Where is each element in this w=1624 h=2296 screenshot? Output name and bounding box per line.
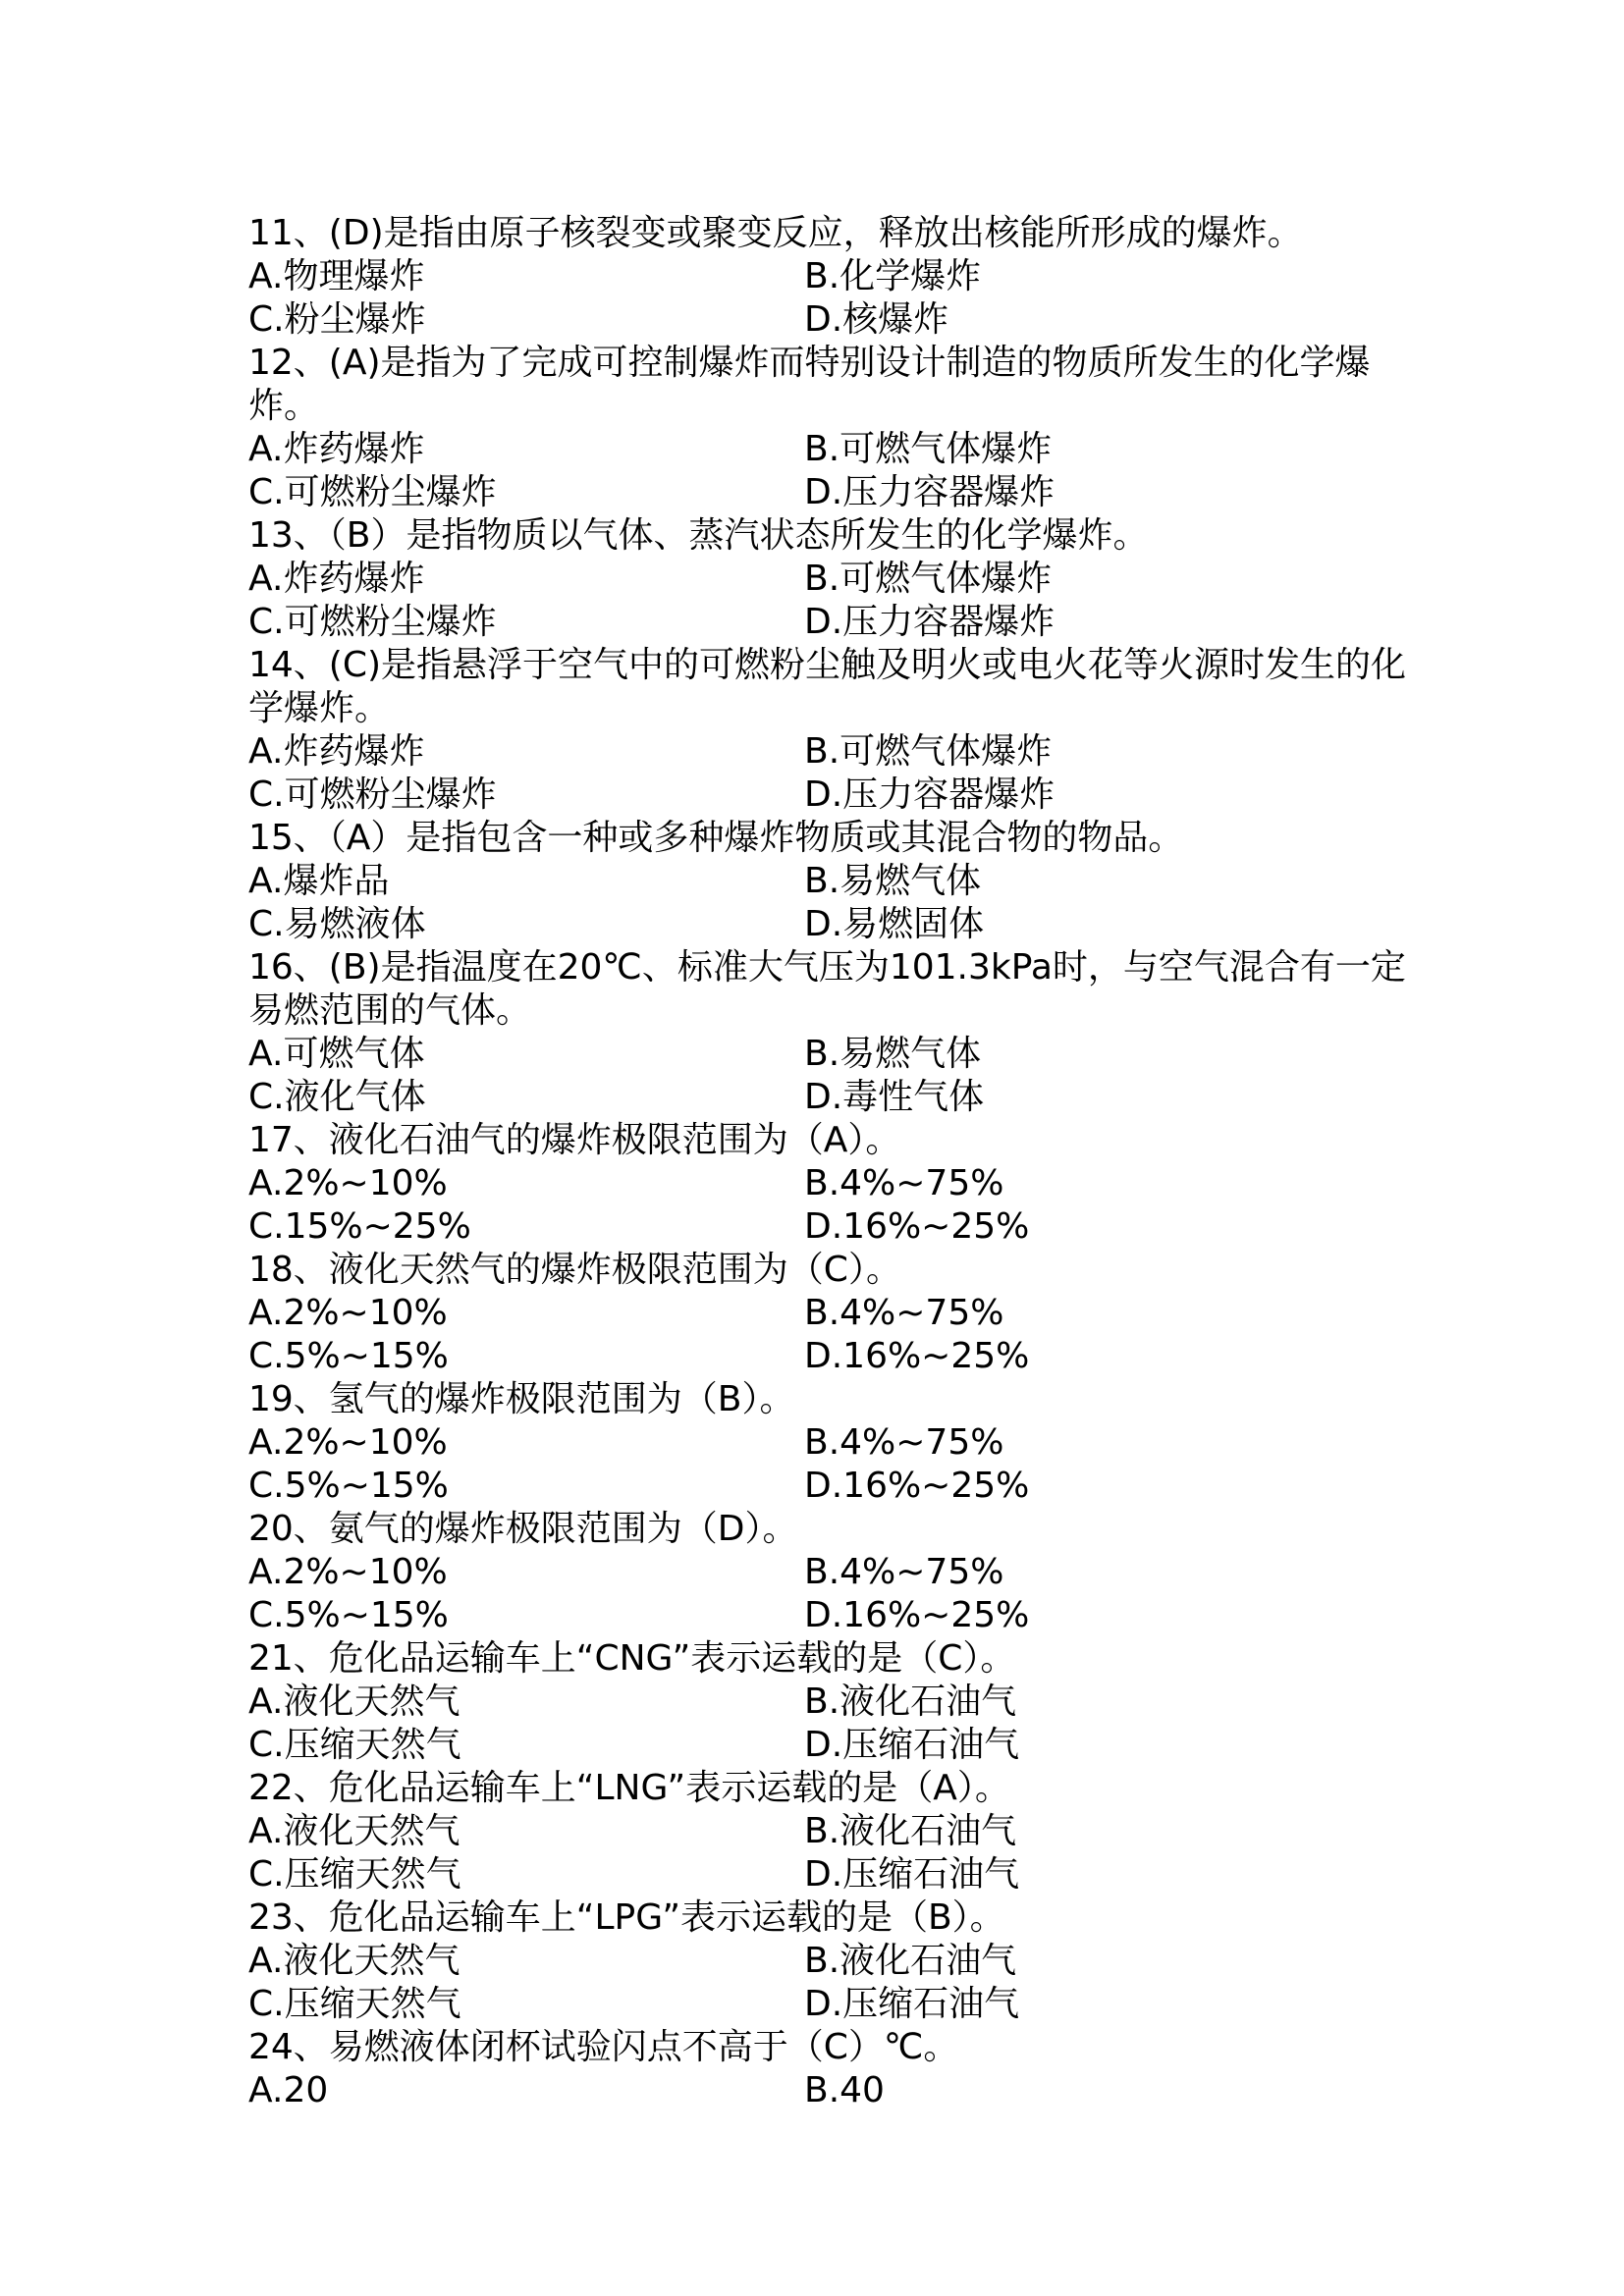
option-row [248,1853,1407,1896]
option: B.可燃气体爆炸 [804,559,1053,599]
option: A.液化天然气 [248,1811,460,1851]
option: B.4%~75% [804,1163,1004,1203]
question-text: 18、液化天然气的爆炸极限范围为（C）。 [248,1250,901,1290]
question-text: 21、危化品运输车上“CNG”表示运载的是（C）。 [248,1638,1016,1679]
option-row [248,1205,1407,1249]
option: A.2%~10% [248,1552,448,1592]
option: B.液化石油气 [804,1811,1017,1851]
question-text: 24、易燃液体闭杯试验闪点不高于（C）℃。 [248,2027,959,2067]
question-block [248,1896,1407,2026]
option: D.16%~25% [804,1206,1030,1247]
question-block [248,1637,1407,1767]
option: B.化学爆炸 [804,256,982,296]
option-row [248,903,1407,946]
question-block [248,1249,1407,1378]
option: C.液化气体 [248,1077,426,1117]
option-row [248,1810,1407,1853]
question-text: 14、(C)是指悬浮于空气中的可燃粉尘触及明火或电火花等火源时发生的化学爆炸。 [248,645,1407,728]
question-text: 13、（B）是指物质以气体、蒸汽状态所发生的化学爆炸。 [248,515,1149,556]
option: B.可燃气体爆炸 [804,429,1053,469]
option: D.16%~25% [804,1595,1030,1635]
question-block [248,342,1407,514]
option-row [248,1681,1407,1724]
option-row [248,730,1407,774]
option-row [248,1465,1407,1508]
question-block [248,817,1407,946]
question-text: 23、危化品运输车上“LPG”表示运载的是（B）。 [248,1897,1005,1938]
option: C.5%~15% [248,1336,449,1376]
option-row [248,1076,1407,1119]
question-block [248,1378,1407,1508]
question-text: 12、(A)是指为了完成可控制爆炸而特别设计制造的物质所发生的化学爆炸。 [248,343,1371,426]
option: C.压缩天然气 [248,1725,461,1765]
option: C.易燃液体 [248,904,426,944]
option-row [248,860,1407,903]
option: B.易燃气体 [804,861,982,901]
option: B.4%~75% [804,1422,1004,1463]
option: A.液化天然气 [248,1682,460,1722]
question-block [248,212,1407,342]
option: A.20 [248,2070,329,2110]
option: A.炸药爆炸 [248,731,425,772]
option: D.核爆炸 [804,299,949,340]
question-block [248,2026,1407,2112]
option: D.易燃固体 [804,904,985,944]
option: B.可燃气体爆炸 [804,731,1053,772]
option-row [248,1335,1407,1378]
option: B.液化石油气 [804,1682,1017,1722]
option-row [248,1594,1407,1637]
option: C.可燃粉尘爆炸 [248,602,497,642]
option: B.4%~75% [804,1293,1004,1333]
option-row [248,1033,1407,1076]
option-row [248,601,1407,644]
question-block [248,1508,1407,1637]
option: C.15%~25% [248,1206,471,1247]
option-row [248,1983,1407,2026]
option: A.炸药爆炸 [248,559,425,599]
option: B.40 [804,2070,885,2110]
option-row [248,558,1407,601]
option: A.2%~10% [248,1163,448,1203]
option: C.可燃粉尘爆炸 [248,472,497,512]
option: D.压力容器爆炸 [804,602,1056,642]
option: D.压缩石油气 [804,1854,1020,1895]
option-row [248,1292,1407,1335]
question-block [248,644,1407,817]
question-block [248,514,1407,644]
question-block [248,1767,1407,1896]
question-text: 20、氨气的爆炸极限范围为（D）。 [248,1509,798,1549]
question-text: 16、(B)是指温度在20℃、标准大气压为101.3kPa时，与空气混合有一定易燃范围的气体。 [248,947,1406,1031]
option: D.毒性气体 [804,1077,985,1117]
question-block [248,946,1407,1119]
option-row [248,1162,1407,1205]
option-row [248,471,1407,514]
option: C.压缩天然气 [248,1984,461,2024]
option: C.压缩天然气 [248,1854,461,1895]
question-list [248,212,1407,2112]
question-text: 17、液化石油气的爆炸极限范围为（A）。 [248,1120,901,1160]
option: A.2%~10% [248,1422,448,1463]
option: C.5%~15% [248,1595,449,1635]
option: A.物理爆炸 [248,256,425,296]
option: D.压缩石油气 [804,1984,1020,2024]
option: A.炸药爆炸 [248,429,425,469]
option-row [248,1551,1407,1594]
option-row [248,774,1407,817]
option-row [248,2069,1407,2112]
option-row [248,1940,1407,1983]
question-text: 15、（A）是指包含一种或多种爆炸物质或其混合物的物品。 [248,818,1184,858]
option-row [248,298,1407,342]
question-text: 22、危化品运输车上“LNG”表示运载的是（A）。 [248,1768,1010,1808]
option: D.16%~25% [804,1466,1030,1506]
question-text: 11、(D)是指由原子核裂变或聚变反应，释放出核能所形成的爆炸。 [248,213,1303,253]
option: D.16%~25% [804,1336,1030,1376]
option-row [248,1421,1407,1465]
question-block [248,1119,1407,1249]
option: A.可燃气体 [248,1034,425,1074]
option: B.4%~75% [804,1552,1004,1592]
option-row [248,255,1407,298]
option: D.压力容器爆炸 [804,472,1056,512]
option: D.压力容器爆炸 [804,774,1056,815]
option: B.易燃气体 [804,1034,982,1074]
question-text: 19、氢气的爆炸极限范围为（B）。 [248,1379,795,1419]
option: D.压缩石油气 [804,1725,1020,1765]
option: A.液化天然气 [248,1941,460,1981]
option: C.5%~15% [248,1466,449,1506]
option: A.2%~10% [248,1293,448,1333]
option-row [248,428,1407,471]
option: B.液化石油气 [804,1941,1017,1981]
option: C.粉尘爆炸 [248,299,426,340]
option-row [248,1724,1407,1767]
option: C.可燃粉尘爆炸 [248,774,497,815]
option: A.爆炸品 [248,861,390,901]
